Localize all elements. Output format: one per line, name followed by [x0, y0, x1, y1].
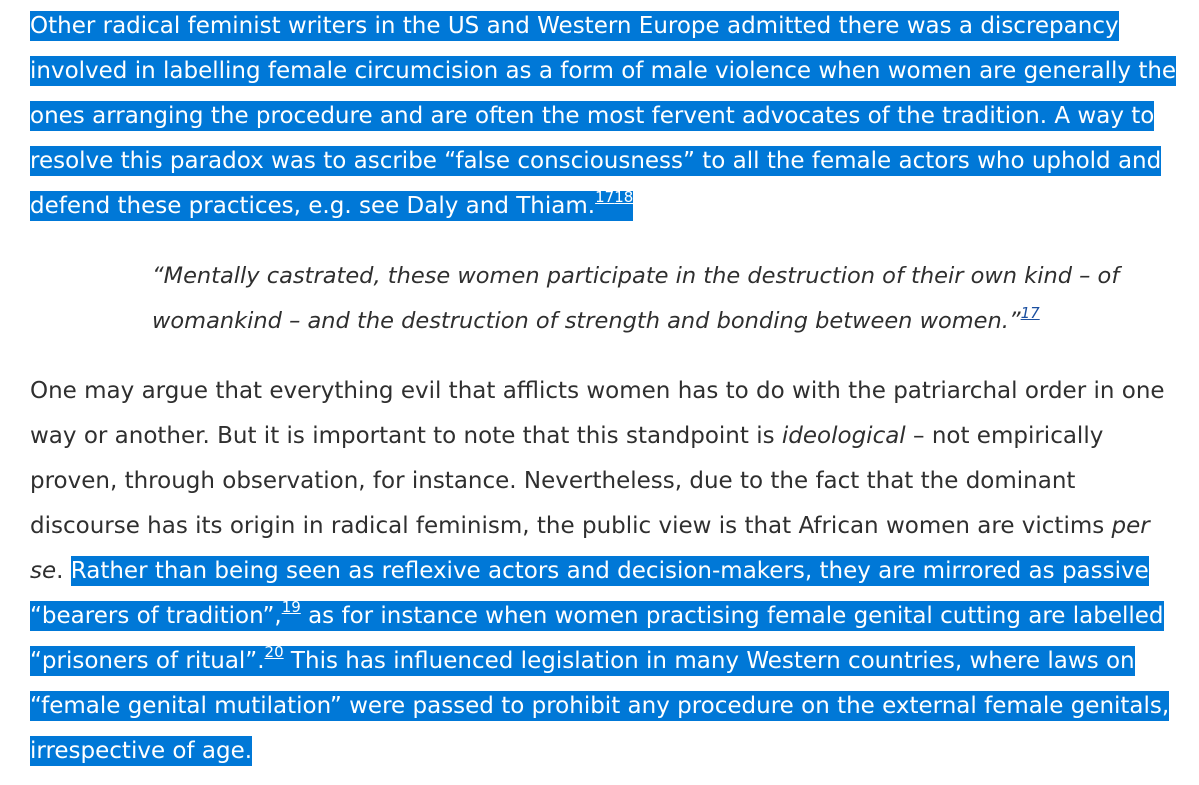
footnote-link[interactable]: 17 — [1020, 303, 1040, 322]
selected-text — [30, 188, 634, 221]
text-line — [30, 49, 1176, 94]
text-span: . — [56, 558, 71, 584]
emphasis-text: se — [30, 558, 57, 584]
text-line — [30, 639, 1135, 684]
selected-text — [30, 643, 1135, 676]
text-span: way or another. But it is important to note that this standpoint is — [30, 423, 782, 449]
text-span: This has influenced legislation in many Western countries, where laws on — [283, 648, 1135, 674]
footnote-link[interactable]: 19 — [281, 598, 301, 617]
selected-text — [30, 598, 1164, 631]
text-span: “bearers of tradition”, — [30, 603, 282, 629]
selected-text: “female genital mutilation” were passed to prohibit any procedure on the external female genitals, — [30, 693, 1170, 719]
text-line: proven, through observation, for instance. Nevertheless, due to the fact that the dominant — [30, 468, 1076, 494]
text-line — [30, 184, 633, 229]
selected-text: resolve this paradox was to ascribe “false consciousness” to all the female actors who uphold and — [30, 148, 1162, 174]
emphasis-text: ideological — [781, 423, 906, 449]
selected-text: ones arranging the procedure and are often the most fervent advocates of the tradition. A way to — [30, 103, 1155, 129]
emphasis-text: per — [1111, 513, 1150, 539]
text-line — [30, 4, 1119, 49]
text-line — [30, 549, 1149, 594]
selected-text: irrespective of age. — [30, 738, 253, 764]
text-line — [30, 94, 1154, 139]
quote-line — [152, 299, 1040, 344]
text-span: discourse has its origin in radical feminism, the public view is that African women are victims — [30, 513, 1112, 539]
text-span: “prisoners of ritual”. — [30, 648, 265, 674]
quote-line: “Mentally castrated, these women participate in the destruction of their own kind – of — [152, 263, 1120, 289]
text-span: as for instance when women practising female genital cutting are labelled — [300, 603, 1164, 629]
text-line — [30, 684, 1169, 729]
text-line — [30, 504, 1150, 549]
text-span: – not empirically — [905, 423, 1104, 449]
text-line: One may argue that everything evil that afflicts women has to do with the patriarchal order in one — [30, 378, 1165, 404]
selected-text: involved in labelling female circumcision as a form of male violence when women are generally the — [30, 58, 1177, 84]
footnote-link[interactable]: 18 — [614, 188, 634, 207]
footnote-link[interactable]: 17 — [595, 188, 615, 207]
text-line — [30, 414, 1103, 459]
quote-text: womankind – and the destruction of strength and bonding between women.” — [152, 308, 1021, 334]
text-line — [30, 729, 252, 774]
selected-text: Other radical feminist writers in the US and Western Europe admitted there was a discrepancy — [30, 13, 1119, 39]
footnote-link[interactable]: 20 — [264, 643, 284, 662]
text-line — [30, 139, 1161, 184]
text-line — [30, 594, 1164, 639]
selected-text-end: defend these practices, e.g. see Daly and Thiam. — [30, 193, 596, 219]
selected-text: Rather than being seen as reflexive actors and decision-makers, they are mirrored as passive — [70, 558, 1149, 584]
